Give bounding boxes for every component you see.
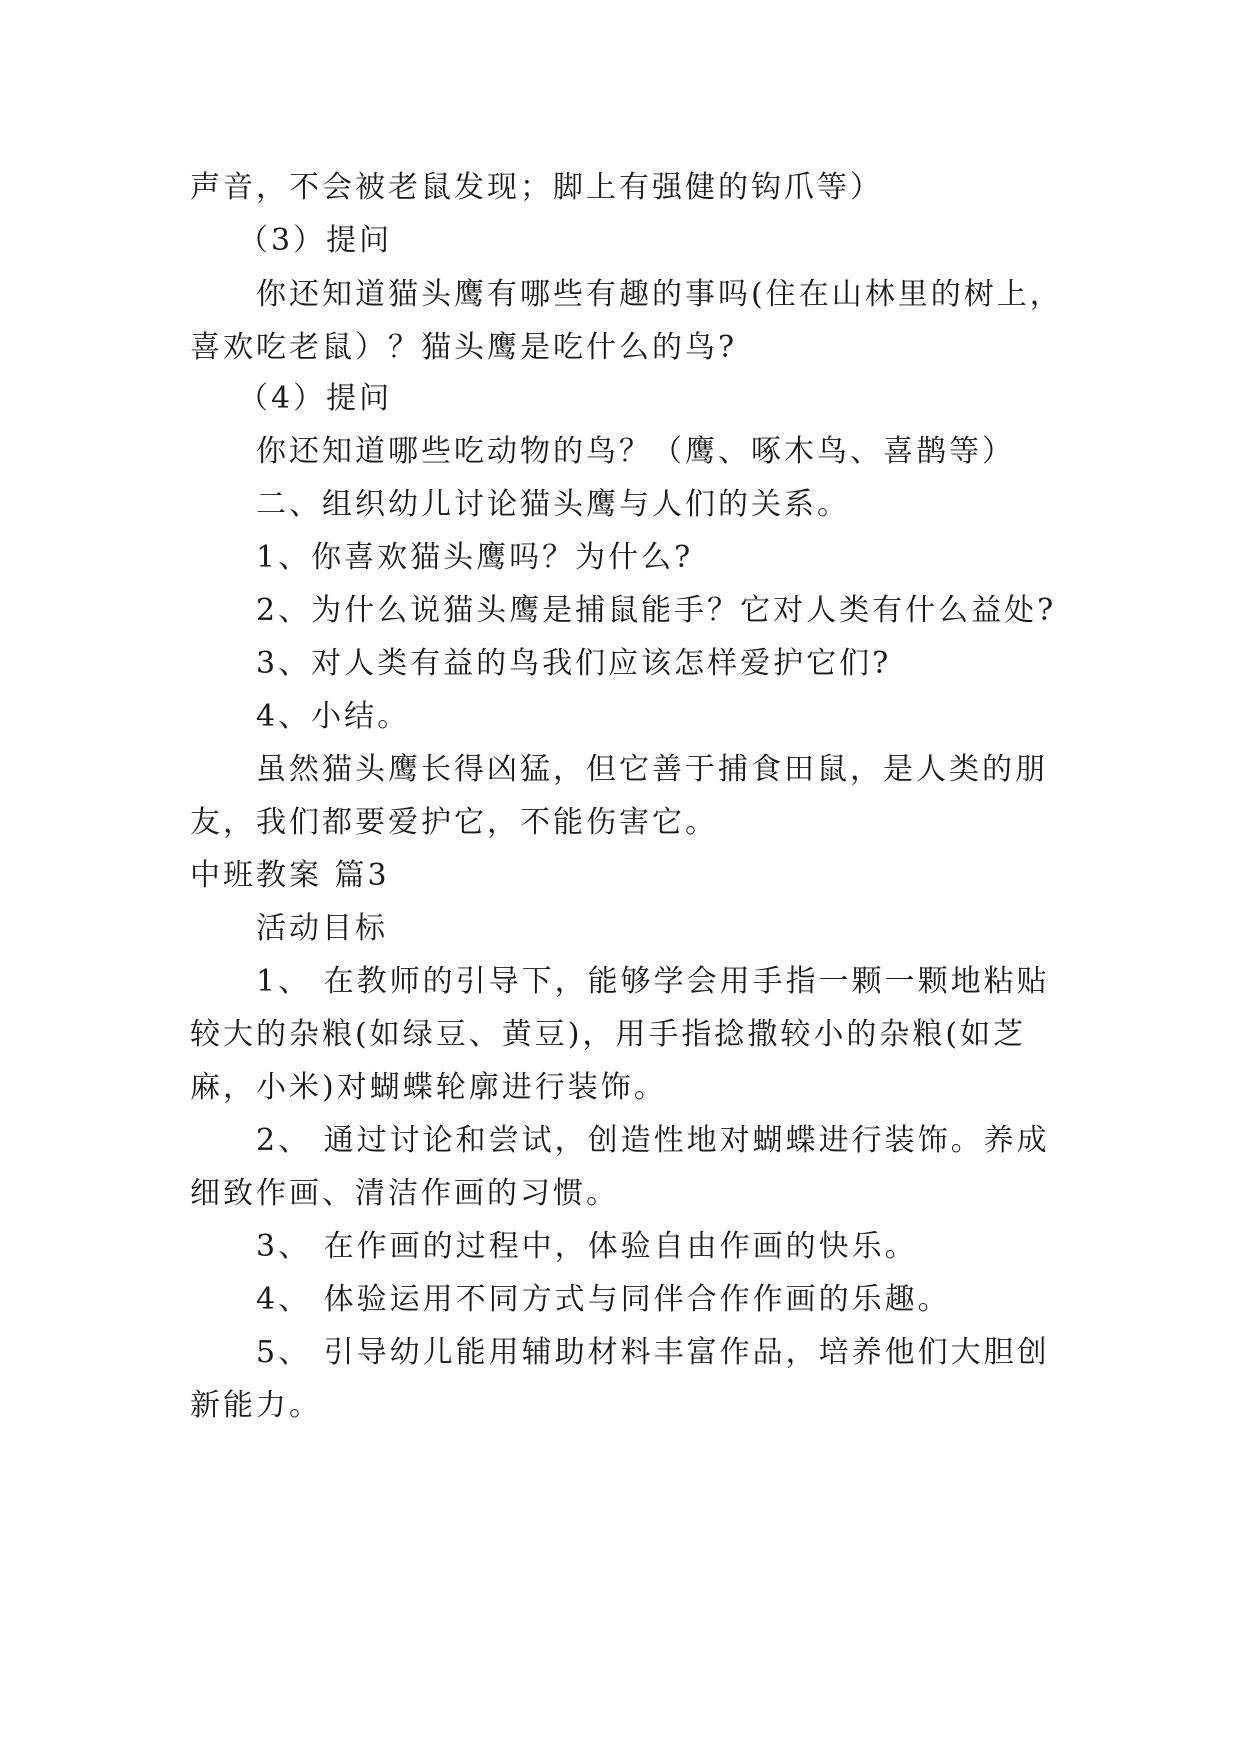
text-line: 你还知道哪些吃动物的鸟？（鹰、啄木鸟、喜鹊等）: [256, 434, 1015, 469]
text-line: 麻，小米)对蝴蝶轮廓进行装饰。: [190, 1070, 667, 1105]
list-item: 3、对人类有益的鸟我们应该怎样爱护它们?: [256, 646, 892, 681]
text-line: 虽然猫头鹰长得凶猛，但它善于捕食田鼠，是人类的朋: [256, 752, 1048, 787]
section-heading: 二、组织幼儿讨论猫头鹰与人们的关系。: [256, 487, 850, 522]
list-item: 2、 通过讨论和尝试，创造性地对蝴蝶进行装饰。养成: [256, 1123, 1050, 1158]
subsection-heading: （3）提问: [238, 223, 393, 258]
text-line: 你还知道猫头鹰有哪些有趣的事吗(住在山林里的树上，: [256, 277, 1063, 312]
list-item: 5、 引导幼儿能用辅助材料丰富作品，培养他们大胆创: [256, 1335, 1050, 1370]
subsection-heading: （4）提问: [238, 381, 393, 416]
list-item: 4、小结。: [256, 699, 411, 734]
list-item: 1、你喜欢猫头鹰吗？为什么?: [256, 540, 694, 575]
list-item: 2、为什么说猫头鹰是捕鼠能手？它对人类有什么益处?: [256, 593, 1057, 628]
list-item: 3、 在作画的过程中，体验自由作画的快乐。: [256, 1229, 918, 1264]
list-item: 1、 在教师的引导下，能够学会用手指一颗一颗地粘贴: [256, 964, 1050, 999]
text-line: 较大的杂粮(如绿豆、黄豆)，用手指捻撒较小的杂粮(如芝: [190, 1017, 1027, 1052]
list-item: 4、 体验运用不同方式与同伴合作作画的乐趣。: [256, 1282, 951, 1317]
text-line: 友，我们都要爱护它，不能伤害它。: [190, 805, 718, 840]
text-line: 声音，不会被老鼠发现；脚上有强健的钩爪等）: [190, 170, 883, 205]
text-line: 细致作画、清洁作画的习惯。: [190, 1176, 619, 1211]
section-heading: 活动目标: [256, 911, 388, 946]
section-title: 中班教案 篇3: [190, 858, 390, 893]
text-line: 喜欢吃老鼠）？猫头鹰是吃什么的鸟?: [190, 330, 738, 365]
text-line: 新能力。: [190, 1388, 322, 1423]
